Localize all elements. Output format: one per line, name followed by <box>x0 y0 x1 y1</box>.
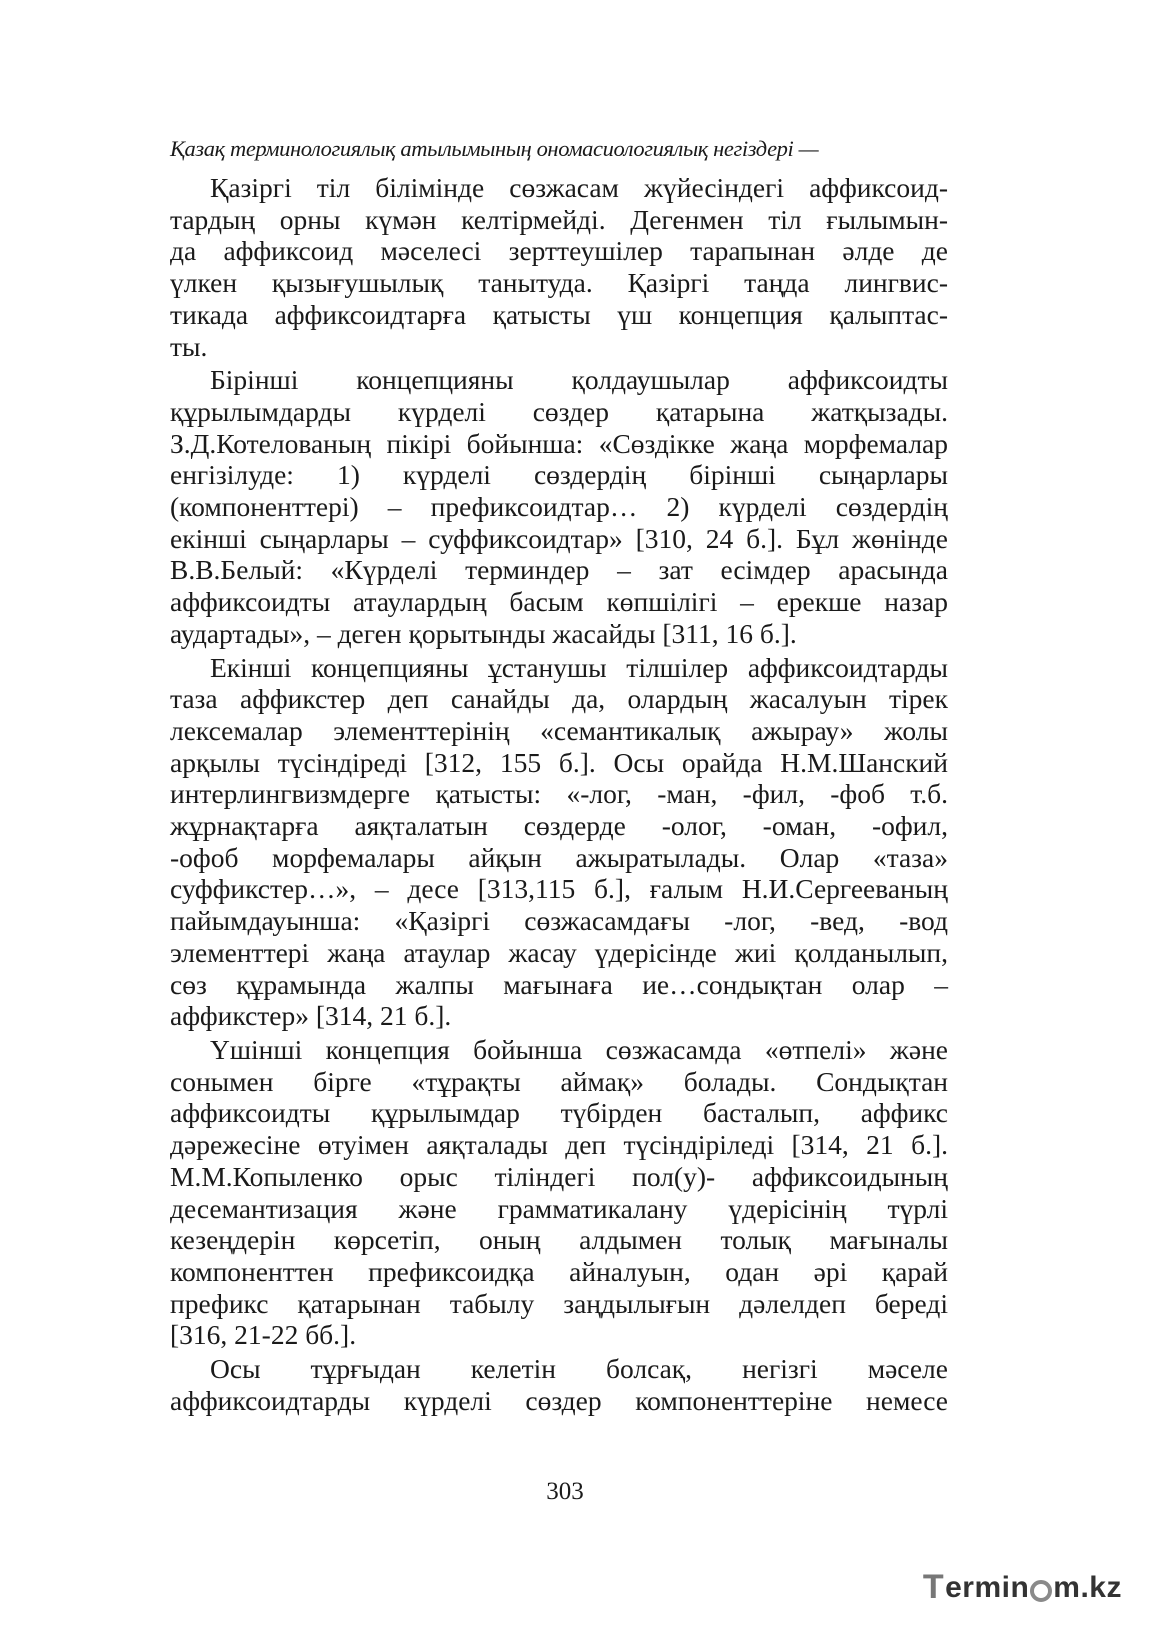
text-line: В.В.Белый: «Күрделі терминдер – зат есімдер арасында <box>170 554 948 586</box>
paragraph-2 <box>170 364 948 649</box>
text-line: аффиксоидты құрылымдар түбірден басталып, аффикс <box>170 1097 948 1129</box>
text-line: тикада аффиксоидтарға қатысты үш концепция қалыптас- <box>170 298 948 330</box>
text-line: да аффиксоид мәселесі зерттеушілер тарапынан әлде де <box>170 235 948 267</box>
text-line: префикс қатарынан табылу заңдылығын дәлелдеп береді <box>170 1287 948 1319</box>
text-line: аффикстер» [314, 21 б.]. <box>170 1000 452 1032</box>
text-line: З.Д.Котелованың пікірі бойынша: «Сөздікке жаңа морфемалар <box>170 427 948 459</box>
text-line: компоненттен префиксоидқа айналуын, одан әрі қарай <box>170 1255 948 1287</box>
text-line: сөз құрамында жалпы мағынаға ие…сондықтан олар – <box>170 968 948 1000</box>
paragraph-4 <box>170 1034 948 1351</box>
body-text <box>170 172 948 1416</box>
text-line: Үшінші концепция бойынша сөзжасамда «өтпелі» және <box>210 1033 948 1065</box>
text-line: суффикстер…», – десе [313,115 б.], ғалым Н.И.Сергееваның <box>170 873 948 905</box>
text-line: енгізілуде: 1) күрделі сөздердің бірінші сыңарлары <box>170 459 948 491</box>
site-watermark-logo <box>923 1568 1122 1607</box>
text-line: -офоб морфемалары айқын ажыратылады. Олар «таза» <box>170 841 948 873</box>
text-line: аффиксоидты атаулардың басым көпшілігі – ерекше назар <box>170 586 948 618</box>
text-line: интерлингвизмдерге қатысты: «-лог, -ман, -фил, -фоб т.б. <box>170 778 948 810</box>
text-line: Бірінші концепцияны қолдаушылар аффиксоидты <box>210 364 948 396</box>
watermark-text-end: m.kz <box>1053 1570 1122 1604</box>
text-line: [316, 21-22 бб.]. <box>170 1319 357 1351</box>
page-number: 303 <box>546 1478 584 1505</box>
text-line: сонымен бірге «тұрақты аймақ» болады. Сондықтан <box>170 1065 948 1097</box>
text-line: М.М.Копыленко орыс тіліндегі пол(у)- аффиксоидының <box>170 1160 948 1192</box>
watermark-text-start: ermin <box>945 1570 1030 1604</box>
watermark-t-glyph: T <box>922 1568 945 1606</box>
text-line: пайымдауынша: «Қазіргі сөзжасамдағы -лог, -вед, -вод <box>170 905 948 937</box>
text-line: үлкен қызығушылық танытуда. Қазіргі таңда лингвис- <box>170 267 948 299</box>
text-line: кезеңдерін көрсетіп, оның алдымен толық мағыналы <box>170 1224 948 1256</box>
text-line: (компоненттері) – префиксоидтар… 2) күрделі сөздердің <box>170 491 948 523</box>
text-line: десемантизация және грамматикалану үдерісінің түрлі <box>170 1192 948 1224</box>
running-header: Қазақ терминологиялық атылымының ономасиологиялық негіздері — <box>170 136 819 161</box>
text-line: Екінші концепцияны ұстанушы тілшілер аффиксоидтарды <box>210 651 948 683</box>
text-line: ты. <box>170 330 208 362</box>
text-line: аффиксоидтарды күрделі сөздер компоненттеріне немесе <box>170 1384 948 1416</box>
text-line: жұрнақтарға аяқталатын сөздерде -олог, -оман, -офил, <box>170 810 948 842</box>
text-line: лексемалар элементтерінің «семантикалық ажырау» жолы <box>170 714 948 746</box>
watermark-circle-icon <box>1030 1580 1052 1602</box>
text-line: аудартады», – деген қорытынды жасайды [311, 16 б.]. <box>170 617 797 649</box>
text-line: элементтері жаңа атаулар жасау үдерісінде жиі қолданылып, <box>170 936 948 968</box>
text-line: тардың орны күмән келтірмейді. Дегенмен тіл ғылымын- <box>170 203 948 235</box>
text-line: екінші сыңарлары – суффиксоидтар» [310, 24 б.]. Бұл жөнінде <box>170 522 948 554</box>
text-line: дәрежесіне өтуімен аяқталады деп түсіндіріледі [314, 21 б.]. <box>170 1129 948 1161</box>
text-line: құрылымдарды күрделі сөздер қатарына жатқызады. <box>170 395 948 427</box>
text-line: арқылы түсіндіреді [312, 155 б.]. Осы орайда Н.М.Шанский <box>170 746 948 778</box>
paragraph-3 <box>170 652 948 1032</box>
text-line: Осы тұрғыдан келетін болсақ, негізгі мәселе <box>210 1353 948 1385</box>
text-line: таза аффикстер деп санайды да, олардың жасалуын тірек <box>170 683 948 715</box>
paragraph-5 <box>170 1353 948 1416</box>
paragraph-1 <box>170 172 948 362</box>
text-line: Қазіргі тіл білімінде сөзжасам жүйесіндегі аффиксоид- <box>210 172 948 203</box>
